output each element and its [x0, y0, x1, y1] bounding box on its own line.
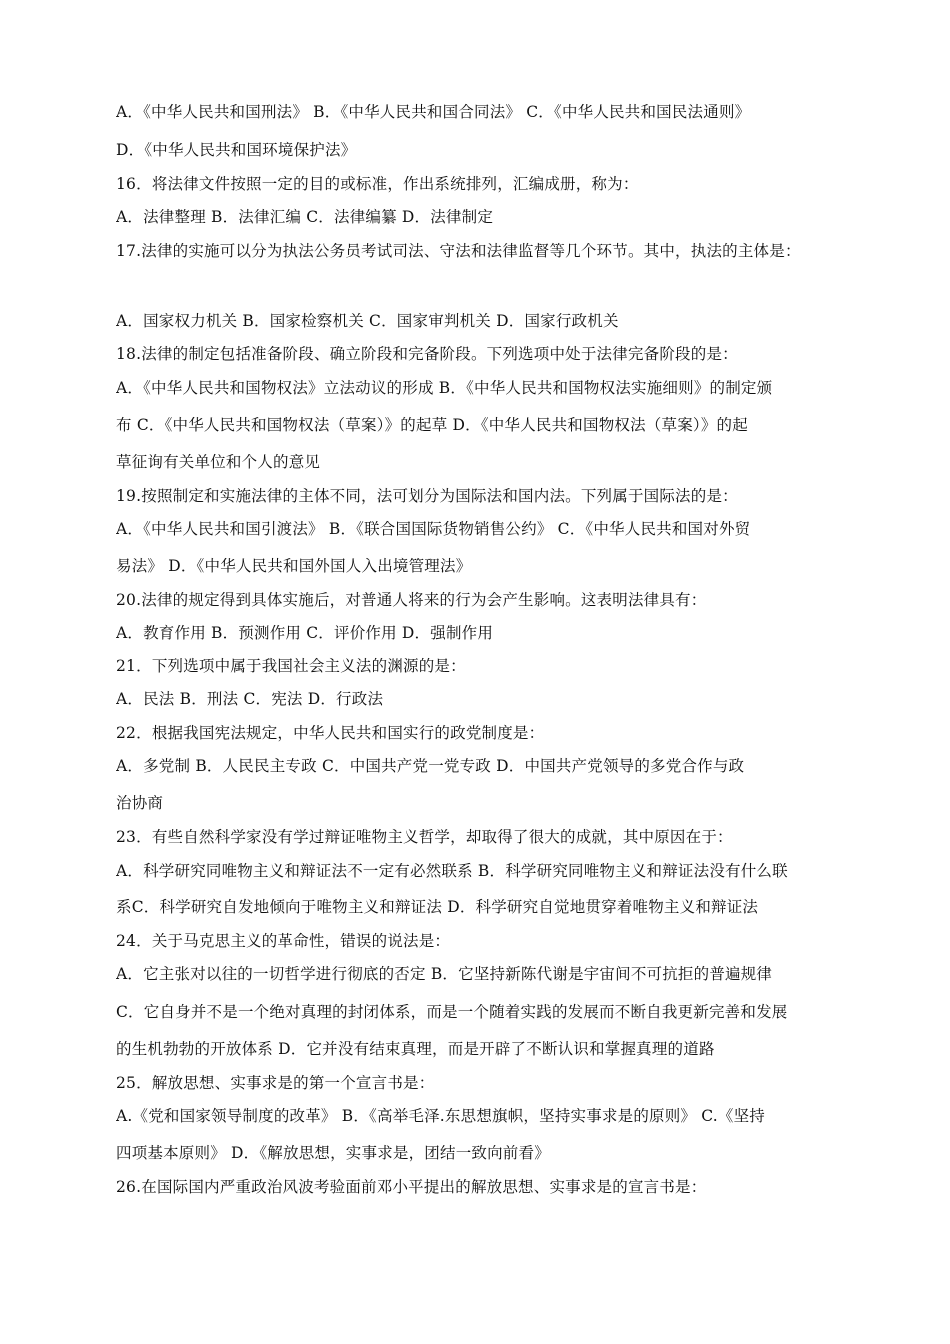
question-line: 20.法律的规定得到具体实施后，对普通人将来的行为会产生影响。这表明法律具有：	[116, 591, 707, 609]
option-line: A．《中华人民共和国引渡法》 B．《联合国国际货物销售公约》 C．《中华人民共和国对外贸	[116, 520, 751, 538]
question-line: 19.按照制定和实施法律的主体不同，法可划分为国际法和国内法。下列属于国际法的是：	[116, 487, 738, 505]
question-line: 22．根据我国宪法规定，中华人民共和国实行的政党制度是：	[116, 724, 545, 742]
option-line: A．教育作用 B．预测作用 C．评价作用 D．强制作用	[116, 624, 494, 642]
option-line: 系C．科学研究自发地倾向于唯物主义和辩证法 D．科学研究自觉地贯穿着唯物主义和辩证法	[116, 898, 759, 916]
question-line: 26.在国际国内严重政治风波考验面前邓小平提出的解放思想、实事求是的宣言书是：	[116, 1178, 707, 1196]
option-line: A．法律整理 B．法律汇编 C．法律编纂 D．法律制定	[116, 208, 494, 226]
option-line: D．《中华人民共和国环境保护法》	[116, 141, 357, 159]
option-line: A．多党制 B．人民民主专政 C．中国共产党一党专政 D．中国共产党领导的多党合作与政	[116, 757, 745, 775]
option-line: A．《中华人民共和国物权法》立法动议的形成 B．《中华人民共和国物权法实施细则》的制定颁	[116, 379, 773, 397]
option-line: A.《党和国家领导制度的改革》 B．《高举毛泽.东思想旗帜，坚持实事求是的原则》 C.《坚持	[116, 1107, 765, 1125]
question-line: 18.法律的制定包括准备阶段、确立阶段和完备阶段。下列选项中处于法律完备阶段的是：	[116, 345, 738, 363]
option-line: C．它自身并不是一个绝对真理的封闭体系，而是一个随着实践的发展而不断自我更新完善和发展	[116, 1003, 788, 1021]
option-line: 易法》 D．《中华人民共和国外国人入出境管理法》	[116, 557, 472, 575]
question-line: 16．将法律文件按照一定的目的或标准，作出系统排列，汇编成册，称为：	[116, 175, 639, 193]
question-line: 21．下列选项中属于我国社会主义法的渊源的是：	[116, 657, 466, 675]
option-line: 治协商	[116, 794, 164, 812]
option-line: A．科学研究同唯物主义和辩证法不一定有必然联系 B．科学研究同唯物主义和辩证法没有什么联	[116, 862, 788, 880]
question-line: 17.法律的实施可以分为执法公务员考试司法、守法和法律监督等几个环节。其中，执法的主体是：	[116, 242, 801, 260]
question-line: 25．解放思想、实事求是的第一个宣言书是：	[116, 1074, 435, 1092]
question-line: 24．关于马克思主义的革命性，错误的说法是：	[116, 932, 451, 950]
question-line: 23．有些自然科学家没有学过辩证唯物主义哲学，却取得了很大的成就，其中原因在于：	[116, 828, 733, 846]
option-line: A．《中华人民共和国刑法》 B．《中华人民共和国合同法》 C．《中华人民共和国民法通则》	[116, 103, 751, 121]
option-line: A．民法 B．刑法 C．宪法 D．行政法	[116, 690, 384, 708]
option-line: A．它主张对以往的一切哲学进行彻底的否定 B．它坚持新陈代谢是宇宙间不可抗拒的普遍规律	[116, 965, 773, 983]
option-line: 的生机勃勃的开放体系 D．它并没有结束真理，而是开辟了不断认识和掌握真理的道路	[116, 1040, 715, 1058]
option-line: 布 C．《中华人民共和国物权法（草案）》的起草 D．《中华人民共和国物权法（草案）》的起	[116, 416, 748, 434]
option-line: 四项基本原则》 D．《解放思想，实事求是，团结一致向前看》	[116, 1144, 550, 1162]
option-line: 草征询有关单位和个人的意见	[116, 453, 321, 471]
option-line: A．国家权力机关 B．国家检察机关 C．国家审判机关 D．国家行政机关	[116, 312, 619, 330]
